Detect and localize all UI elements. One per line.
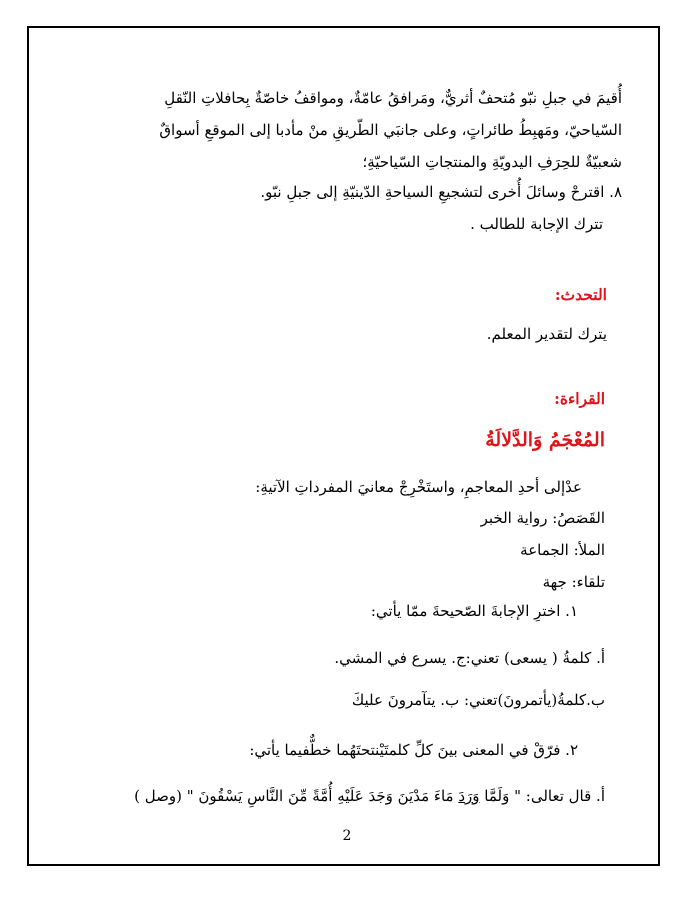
paragraph-line-3: شعبيّةٌ للحِرَفِ اليدويّةِ والمنتجاتِ السّياحيّةِ؛ [362, 153, 622, 171]
answer-note: تترك الإجابة للطالب . [470, 215, 603, 233]
dictionary-item-tilqaa: تلقاء: جهة [542, 573, 605, 591]
reading-heading: القراءة: [554, 389, 605, 408]
reading-subheading: المُعْجَمُ وَالدَّلالَةُ [485, 429, 605, 451]
question-1-part-b: ب.كلمةُ(يأتمرونَ)تعني: ب. يتآمرونَ عليكَ [351, 691, 605, 709]
dictionary-item-mala: الملأ: الجماعة [520, 541, 605, 559]
paragraph-line-2: السّياحيّ، ومَهبِطُ طائراتٍ، وعلى جانبَي الطّريقِ منْ مأدبا إلى الموقعِ أسواقٌ [159, 121, 622, 139]
speaking-text: يترك لتقدير المعلم. [486, 325, 607, 343]
question-2-part-a-prefix: أ. قال تعالى: " وَلَمَّا [479, 787, 605, 805]
question-2-prompt: ٢. فرّقْ في المعنى بينَ كلِّ كلمتَيْنتحتَهُما خطٌّفيما يأتي: [249, 741, 578, 759]
question-2-part-a [134, 786, 605, 806]
question-8: ٨. اقترحْ وسائلَ أُخرى لتشجيعِ السياحةِ الدّينيّةِ إلى جبلِ نبّو. [260, 183, 622, 201]
dictionary-item-qasas: القَصَصُ: رواية الخبر [480, 509, 605, 527]
question-2-underlined-word: وَرَدَ [458, 787, 480, 805]
question-1-prompt: ١. اخترِ الإجابةَ الصّحيحةَ ممّا يأتي: [370, 602, 578, 620]
speaking-heading: التحدث: [554, 285, 607, 304]
dictionary-instruction: عدْإلى أحدِ المعاجمِ، واستَخْرِجْ معانيَ المفرداتِ الآتيةِ: [255, 478, 582, 496]
question-2-part-a-suffix: مَاءَ مَدْيَنَ وَجَدَ عَلَيْهِ أُمَّةً مِّنَ النَّاسِ يَسْقُونَ " (وصل ) [134, 787, 459, 805]
paragraph-line-1: أُقيمَ في جبلِ نبّو مُتحفٌ أثريٌّ، ومَرافقُ عامّةٌ، ومواقفُ خاصّةٌ بِحافلاتِ النّقلِ [164, 89, 622, 107]
page-number: 2 [342, 828, 352, 844]
question-1-part-a: أ. كلمةُ ( يسعى) تعني:ج. يسرع في المشي. [334, 649, 605, 667]
